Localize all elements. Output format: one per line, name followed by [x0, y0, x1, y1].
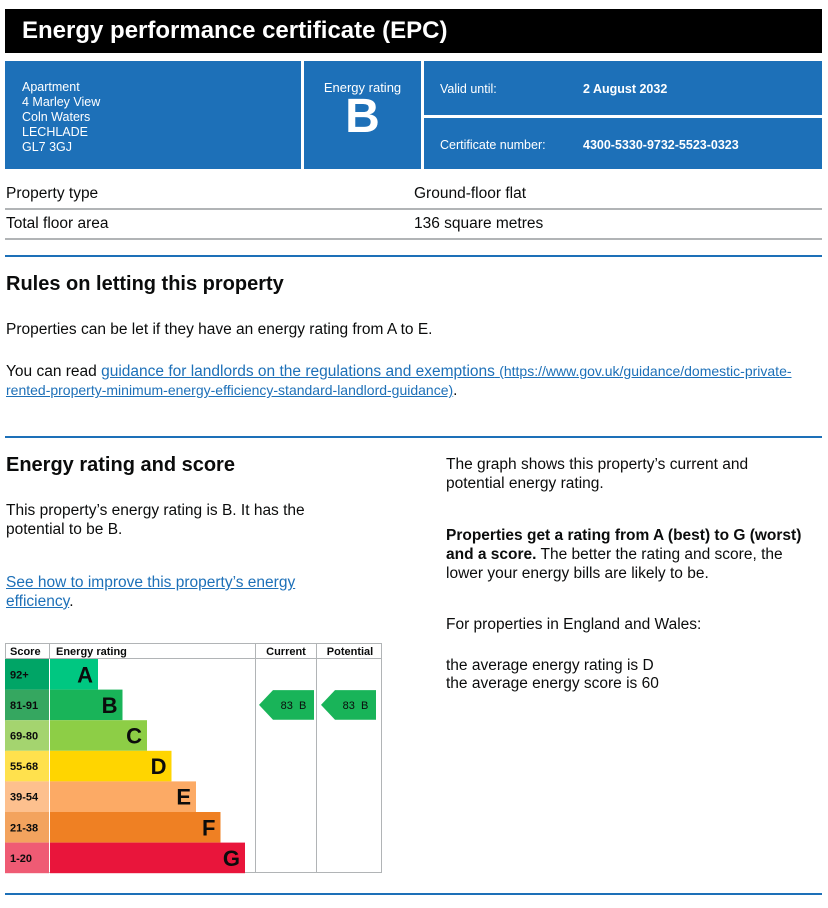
address-line: GL7 3GJ	[22, 140, 73, 154]
certificate-number-value: 4300-5330-9732-5523-0323	[583, 138, 739, 152]
potential-rating-label: 83 B	[342, 699, 369, 712]
rules-guidance-prefix: You can read	[6, 363, 102, 380]
column-header-score: Score	[10, 646, 41, 658]
property-type-label: Property type	[6, 185, 99, 202]
energy-rating-label: Energy rating	[323, 80, 402, 95]
graph-explanation: The graph shows this property’s current and potential energy rating.	[446, 456, 749, 492]
column-header-potential: Potential	[326, 646, 374, 658]
address-line: LECHLADE	[22, 125, 88, 139]
rating-band-letter: F	[202, 815, 216, 841]
score-heading: Energy rating and score	[6, 454, 235, 476]
column-header-energy-rating: Energy rating	[56, 646, 127, 658]
improve-suffix: .	[69, 593, 74, 610]
address-line: Apartment	[22, 80, 80, 94]
energy-rating-box	[304, 61, 421, 169]
floor-area-row	[5, 209, 822, 240]
rating-band-letter: D	[150, 754, 167, 780]
improve-efficiency-link[interactable]: See how to improve this property’s energy efficiency	[6, 574, 296, 610]
improve-paragraph	[6, 573, 336, 611]
property-type-value: Ground-floor flat	[414, 185, 526, 202]
score-band-label: 69-80	[10, 730, 39, 743]
rating-band-bar	[50, 812, 221, 843]
rating-explanation-rest: The better the rating and score, the lower your energy bills are likely to be.	[446, 546, 783, 582]
property-type-row	[5, 179, 822, 210]
score-band-label: 21-38	[10, 822, 39, 835]
score-band-label: 1-20	[10, 852, 33, 865]
valid-until-value: 2 August 2032	[583, 82, 668, 96]
certificate-number-label: Certificate number:	[440, 138, 546, 152]
section-divider	[5, 893, 822, 895]
rating-band-letter: B	[101, 692, 118, 718]
certificate-number-box	[424, 118, 822, 169]
rating-explanation	[446, 526, 822, 583]
energy-rating-letter: B	[345, 90, 380, 143]
rating-explanation-bold: Properties get a rating from A (best) to G (worst) and a score.	[446, 527, 802, 563]
score-band-label: 55-68	[10, 761, 39, 774]
valid-until-label: Valid until:	[440, 82, 497, 96]
score-band-label: 81-91	[10, 699, 39, 712]
property-address	[5, 61, 301, 169]
landlord-guidance-link[interactable]	[6, 363, 792, 399]
column-header-current: Current	[266, 646, 306, 658]
valid-until-box	[424, 61, 822, 115]
score-summary: This property’s energy rating is B. It has the potential to be B.	[6, 502, 305, 538]
rules-paragraph: Properties can be let if they have an energy rating from A to E.	[6, 321, 433, 338]
rating-band-letter: A	[77, 662, 93, 688]
average-score-text: the average energy score is 60	[446, 675, 659, 692]
energy-rating-chart	[5, 643, 383, 874]
average-rating-text: the average energy rating is D	[446, 657, 654, 674]
floor-area-label: Total floor area	[6, 215, 109, 232]
address-line: Coln Waters	[22, 110, 91, 124]
landlord-guidance-link-url: (https://www.gov.uk/guidance/domestic-private-rented-property-minimum-energy-efficiency-standard-landlord-guidance)	[6, 363, 792, 398]
rules-heading: Rules on letting this property	[6, 273, 284, 295]
rating-band-bar	[50, 843, 245, 874]
landlord-guidance-link-text: guidance for landlords on the regulations and exemptions	[101, 363, 495, 380]
address-line: 4 Marley View	[22, 95, 101, 109]
score-band-label: 92+	[10, 669, 29, 682]
score-band-label: 39-54	[10, 791, 39, 804]
rating-band-bar	[50, 781, 196, 812]
region-note: For properties in England and Wales:	[446, 616, 702, 633]
floor-area-value: 136 square metres	[414, 215, 544, 232]
rating-band-letter: C	[126, 723, 142, 749]
page-title: Energy performance certificate (EPC)	[5, 9, 822, 53]
rating-band-letter: G	[222, 845, 240, 871]
section-divider	[5, 255, 822, 257]
rules-guidance-paragraph	[6, 362, 796, 400]
current-rating-label: 83 B	[280, 699, 307, 712]
section-divider	[5, 436, 822, 438]
rating-band-letter: E	[176, 784, 191, 810]
rules-guidance-suffix: .	[453, 382, 458, 399]
